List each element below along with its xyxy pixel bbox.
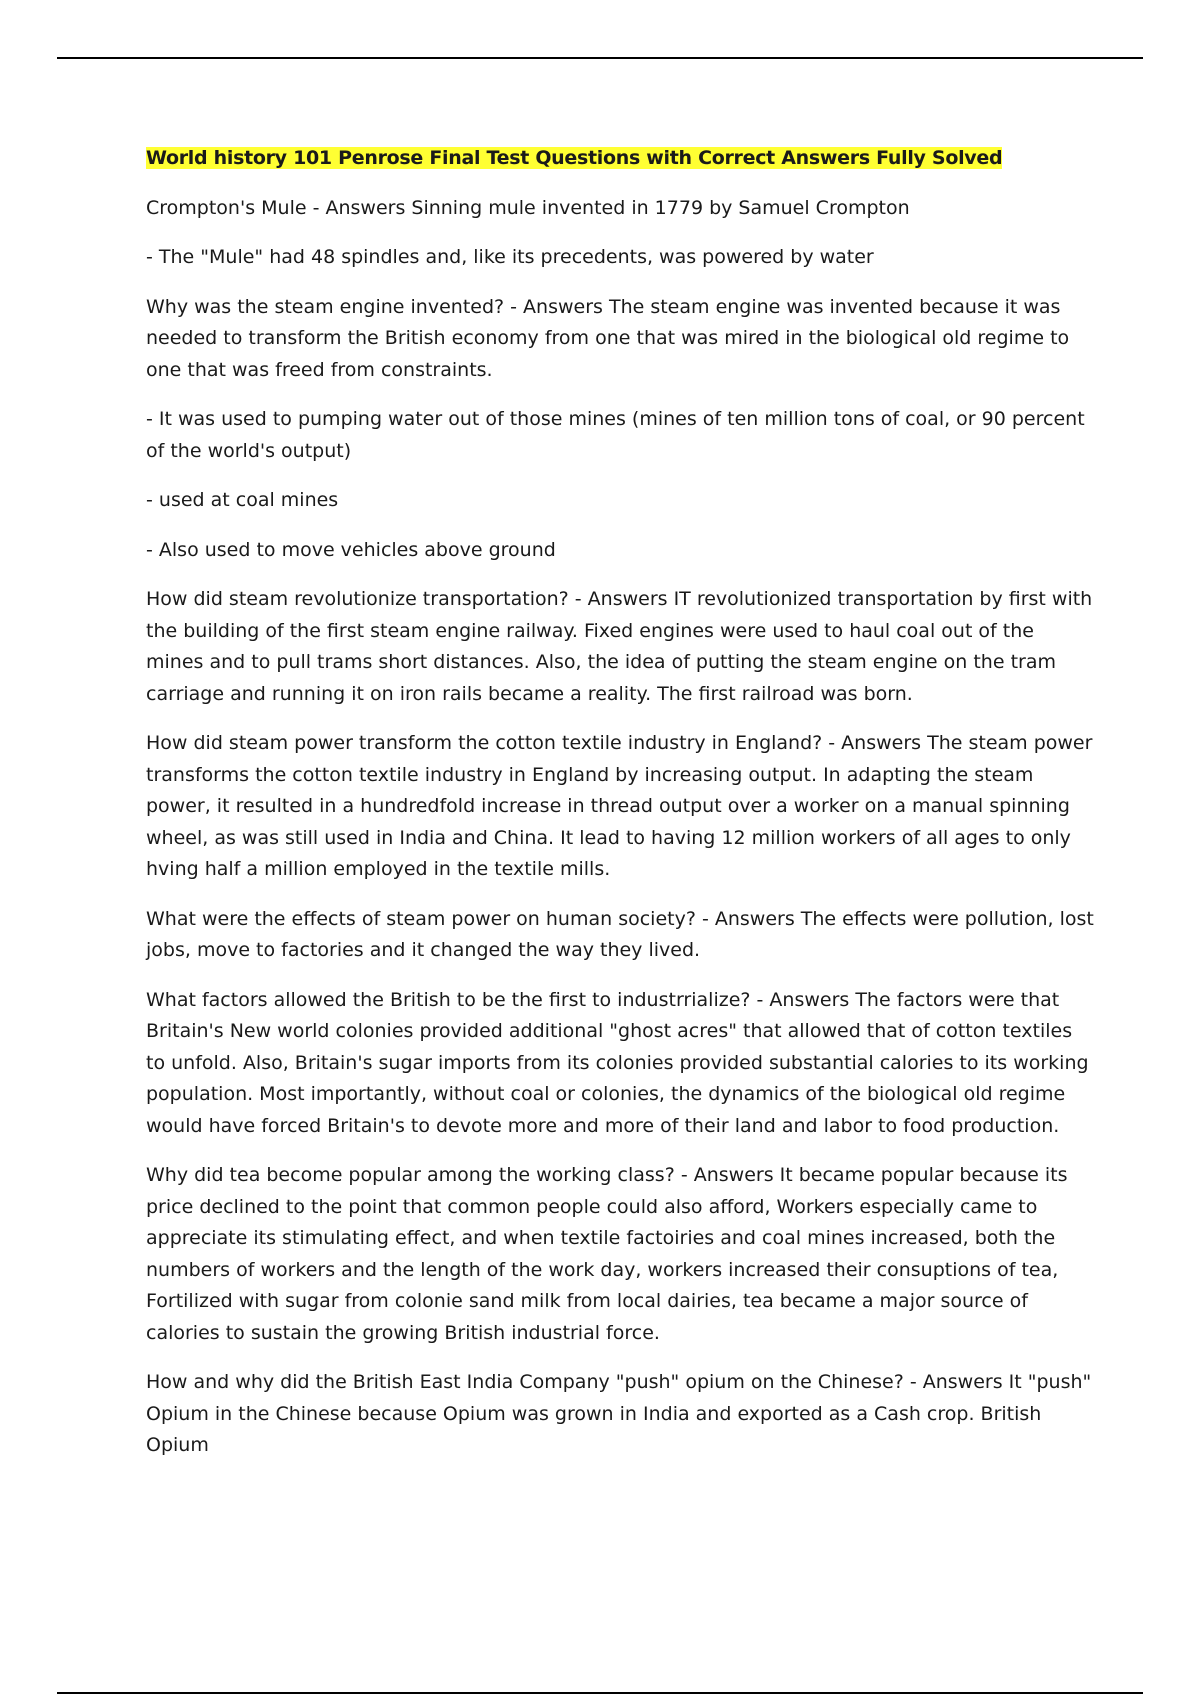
- paragraph: - Also used to move vehicles above ground: [146, 538, 556, 561]
- paragraph: How did steam power transform the cotton textile industry in England? - Answers The steam power transforms the cotton textile industry in England by increasing output. In adapting the steam power, it resulted in a hundredfold increase in thread output over a worker on a manual spinning wheel, as was still used in India and China. It lead to having 12 million workers of all ages to only hving half a million employed in the textile mills.: [146, 732, 1093, 880]
- paragraph: How did steam revolutionize transportation? - Answers IT revolutionized transportation by first with the building of the first steam engine railway. Fixed engines were used to haul coal out of the mines and to pull trams short distances. Also, the idea of putting the steam engine on the tram carriage and running it on iron rails became a reality. The first railroad was born.: [146, 588, 1093, 705]
- paragraph: How and why did the British East India Company "push" opium on the Chinese? - Answers It "push" Opium in the Chinese because Opium was grown in India and exported as a Cash crop. British Opium: [146, 1371, 1092, 1456]
- header-rule: [57, 57, 1143, 59]
- footer-rule: [57, 1692, 1143, 1694]
- document-body: [146, 143, 1096, 1480]
- document-title-block: [146, 143, 1096, 175]
- paragraph: - The "Mule" had 48 spindles and, like its precedents, was powered by water: [146, 246, 874, 268]
- paragraph: What were the effects of steam power on human society? - Answers The effects were pollution, lost jobs, move to factories and it changed the way they lived.: [146, 907, 1094, 961]
- paragraph: Crompton's Mule - Answers Sinning mule invented in 1779 by Samuel Crompton: [146, 196, 910, 219]
- paragraph: What factors allowed the British to be the first to industrrialize? - Answers The factors were that Britain's New world colonies provided additional "ghost acres" that allowed that of cotton textiles to unfold. Also, Britain's sugar imports from its colonies provided substantial calories to its working population. Most importantly, without coal or colonies, the dynamics of the biological old regime would have forced Britain's to devote more and more of their land and labor to food production.: [146, 988, 1089, 1137]
- paragraph: Why did tea become popular among the working class? - Answers It became popular because its price declined to the point that common people could also afford, Workers especially came to appreciate its stimulating effect, and when textile factoiries and coal mines increased, both the numbers of workers and the length of the work day, workers increased their consuptions of tea, Fortilized with sugar from colonie sand milk from local dairies, tea became a major source of calories to sustain the growing British industrial force.: [146, 1164, 1068, 1344]
- paragraph: Why was the steam engine invented? - Answers The steam engine was invented because it was needed to transform the British economy from one that was mired in the biological old regime to one that was freed from constraints.: [146, 295, 1070, 381]
- paragraph: - used at coal mines: [146, 489, 339, 511]
- paragraph: - It was used to pumping water out of those mines (mines of ten million tons of coal, or 90 percent of the world's output): [146, 408, 1085, 462]
- document-title: World history 101 Penrose Final Test Questions with Correct Answers Fully Solved: [146, 147, 1003, 169]
